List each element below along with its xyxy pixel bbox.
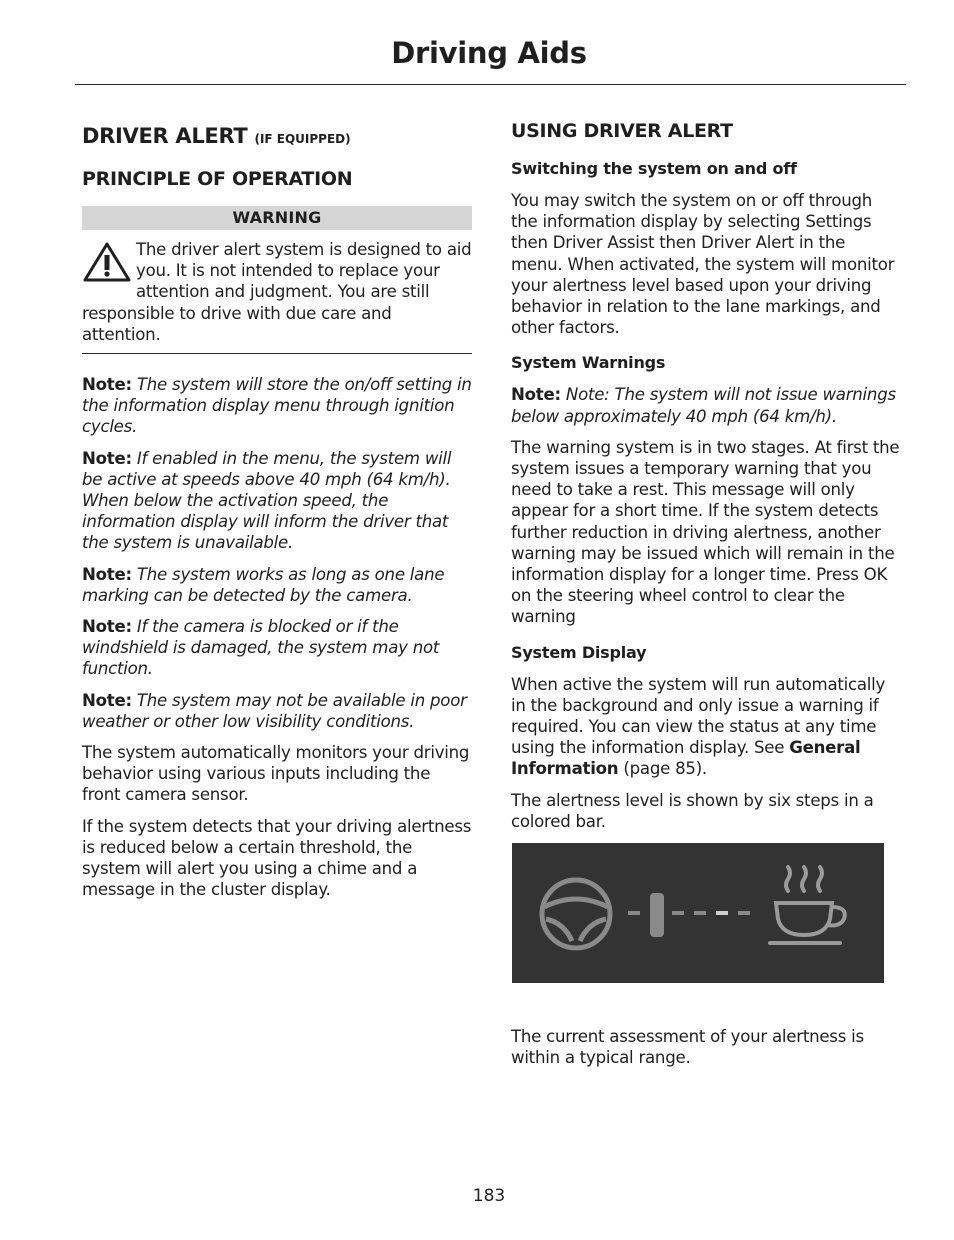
- note-label: Note:: [82, 617, 132, 637]
- note-5: [82, 690, 472, 732]
- warnings-note: [511, 384, 901, 426]
- page-title: Driving Aids: [391, 36, 587, 70]
- warning-triangle-icon: [82, 241, 132, 283]
- note-label: Note:: [82, 564, 132, 584]
- switching-text: You may switch the system on or off through the information display by selecting Settings then Driver Assist then Driver Alert in the menu. When activated, the system will monitor your alertness level based upon your driving behavior in relation to the lane markings, and other factors.: [511, 191, 895, 338]
- display-text-after: (page 85).: [618, 759, 707, 779]
- note-text: If the camera is blocked or if the windshield is damaged, the system may not function.: [82, 617, 440, 679]
- body-paragraph: The system automatically monitors your driving behavior using various inputs including the front camera sensor.: [82, 743, 470, 805]
- note-label: Note:: [511, 385, 561, 405]
- alertness-step: [694, 911, 706, 915]
- note-text: The system works as long as one lane marking can be detected by the camera.: [82, 564, 445, 605]
- alertness-bar: [628, 893, 750, 937]
- body-paragraph: If the system detects that your driving alertness is reduced below a certain threshold, the system will alert you using a chime and a message in the cluster display.: [82, 816, 472, 900]
- heading-system-display: System Display: [511, 642, 647, 662]
- alertness-step: [628, 911, 640, 915]
- warning-label: WARNING: [82, 206, 472, 230]
- coffee-cup-icon: [770, 867, 845, 943]
- alertness-step: [716, 911, 728, 915]
- note-text: The system will store the on/off setting in the information display menu through ignition cycles.: [82, 375, 472, 437]
- section-title-text: DRIVER ALERT: [82, 124, 248, 148]
- warning-text: The driver alert system is designed to aid you. It is not intended to replace your attention and judgment. You are still responsible to drive with due care and attention.: [82, 240, 472, 344]
- left-column: [82, 120, 472, 900]
- note-text: The system may not be available in poor weather or other low visibility conditions.: [82, 690, 467, 731]
- note-1: [82, 374, 472, 438]
- warning-divider: [82, 353, 472, 354]
- right-column: [511, 120, 901, 1068]
- note-label: Note:: [82, 375, 132, 395]
- alertness-step: [672, 911, 684, 915]
- note-3: [82, 564, 472, 606]
- note-4: [82, 616, 472, 680]
- section-title-using-driver-alert: USING DRIVER ALERT: [511, 120, 733, 142]
- note-label: Note:: [82, 690, 132, 710]
- warning-box: [82, 239, 472, 354]
- assessment-text: The current assessment of your alertness is within a typical range.: [511, 1027, 864, 1068]
- page-number: 183: [472, 1186, 506, 1206]
- alertness-step: [738, 911, 750, 915]
- heading-system-warnings: System Warnings: [511, 353, 666, 373]
- alertness-display-figure: [512, 843, 884, 983]
- heading-switching: Switching the system on and off: [511, 159, 797, 178]
- display-text-before: When active the system will run automatically in the background and only issue a warning if required. You can view the status at any time using the information display. See: [511, 674, 886, 758]
- display-text: [511, 674, 901, 780]
- note-label: Note:: [82, 448, 132, 468]
- subsection-title: PRINCIPLE OF OPERATION: [82, 168, 353, 190]
- note-text: If enabled in the menu, the system will be active at speeds above 40 mph (64 km/h). When below the activation speed, the information display will inform the driver that the system is unavailable.: [82, 448, 452, 553]
- alertness-step-active: [650, 893, 664, 937]
- note-text: Note: The system will not issue warnings below approximately 40 mph (64 km/h).: [511, 385, 896, 426]
- note-2: [82, 448, 472, 554]
- warnings-text: The warning system is in two stages. At first the system issues a temporary warning that you need to take a rest. This message will only appear for a short time. If the system detects further reduction in driving alertness, another warning may be issued which will remain in the information display for a longer time. Press OK on the steering wheel control to clear the warning: [511, 437, 900, 627]
- title-divider: [75, 84, 906, 85]
- steering-wheel-icon: [542, 880, 610, 948]
- section-title-suffix: (IF EQUIPPED): [254, 132, 351, 146]
- general-information-link[interactable]: General Information: [511, 738, 861, 779]
- section-title-driver-alert: [82, 124, 472, 148]
- alertness-text: The alertness level is shown by six steps in a colored bar.: [511, 790, 874, 831]
